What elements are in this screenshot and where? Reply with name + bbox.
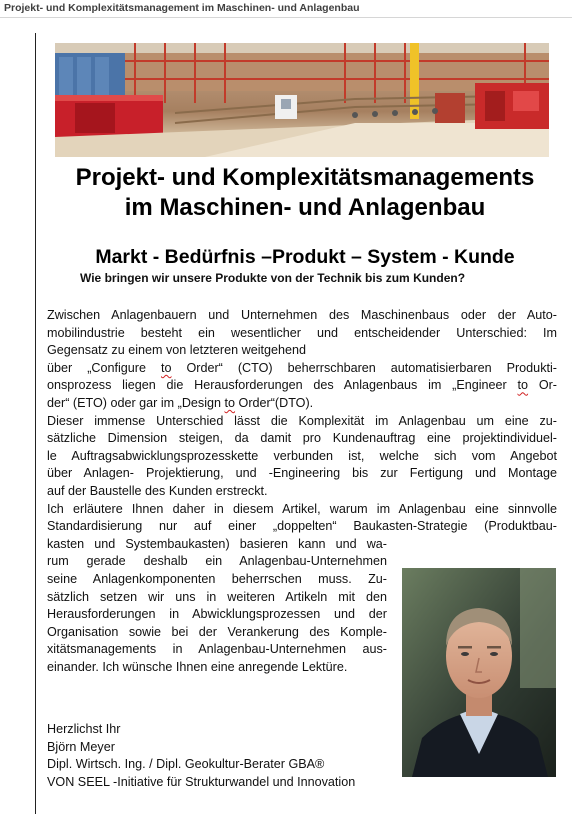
body-line: Herausforderungen in Abwicklungsprozessen und der [47, 607, 387, 622]
signature-block [47, 721, 355, 791]
signature-organization: VON SEEL -Initiative für Strukturwandel und Innovation [47, 774, 356, 789]
body-line: Standardisierung nur auf einer „doppelten“ Baukasten-Strategie (Produktbau- [47, 519, 557, 534]
body-line: onsprozess liegen die Herausforderungen des Anlagenbaus im „Engineer to Or- [47, 378, 558, 393]
spellcheck-word: to [160, 360, 172, 375]
body-line: Dieser immense Unterschied lässt die Komplexität im Anlagenbau um eine zu- [47, 413, 557, 428]
spellcheck-word: to [517, 378, 529, 393]
lead-question: Wie bringen wir unsere Produkte von der Technik bis zum Kunden? [80, 271, 466, 285]
body-line: über Anlagen- Projektierung, und -Engineering bis zur Fertigung und Montage [47, 466, 557, 481]
header-divider [0, 17, 572, 18]
title-line-1: Projekt- und Komplexitätsmanagements [75, 164, 535, 191]
body-line: seine Anlagenkomponenten beherrschen muss. Zu- [47, 571, 387, 586]
body-line: auf der Baustelle des Kunden erstreckt. [47, 483, 268, 498]
body-line: Ich erläutere Ihnen daher in diesem Artikel, warum im Anlagenbau eine sinnvolle [47, 501, 557, 516]
body-line: Organisation sowie bei der Verankerung des Komple- [47, 624, 387, 639]
title-line-2: im Maschinen- und Anlagenbau [124, 194, 486, 221]
signature-greeting: Herzlichst Ihr [47, 722, 121, 736]
body-line: der“ (ETO) oder gar im „Design to Order“(DTO). [47, 395, 314, 410]
body-line: mobilindustrie besteht ein wesentlicher und entscheidender Unterschied: Im [47, 325, 557, 340]
body-line: kasten und Systembaukasten) basieren kann und wa- [47, 536, 387, 551]
body-line: xitätsmanagements in Anlagenbau-Unternehmen aus- [47, 642, 387, 657]
spellcheck-word: to [224, 395, 236, 410]
body-line: sätzlich setzen wir uns in weiteren Artikeln mit den [47, 589, 387, 604]
body-line: einander. Ich wünsche Ihnen eine anregende Lektüre. [47, 659, 348, 674]
body-line: sätzliche Dimension steigen, da damit pro Kundenauftrag eine projektindividuel- [47, 431, 557, 446]
article-title [40, 163, 570, 223]
page-header: Projekt- und Komplexitätsmanagement im Maschinen- und Anlagenbau [4, 2, 360, 14]
body-line: Zwischen Anlagenbauern und Unternehmen des Maschinenbaus oder der Auto- [47, 308, 557, 322]
body-line: Gegensatz zu einem von letzteren weitgehend [47, 343, 307, 358]
body-line: über „Configure to Order“ (CTO) beherrschbaren automatisierbaren Produkti- [47, 360, 557, 375]
body-line: rum gerade deshalb ein Anlagenbau-Unternehmen [47, 554, 387, 569]
body-line: le Auftragsabwicklungsprozesskette verbunden ist, welche sich vom Angebot [47, 448, 557, 463]
signature-degree: Dipl. Wirtsch. Ing. / Dipl. Geokultur-Berater GBA® [47, 757, 325, 772]
left-margin-rule [35, 33, 36, 814]
signature-name: Björn Meyer [47, 739, 115, 754]
article-subtitle: Markt - Bedürfnis –Produkt – System - Kunde [95, 246, 515, 268]
factory-banner-image [55, 43, 549, 157]
author-portrait-image [402, 568, 556, 777]
